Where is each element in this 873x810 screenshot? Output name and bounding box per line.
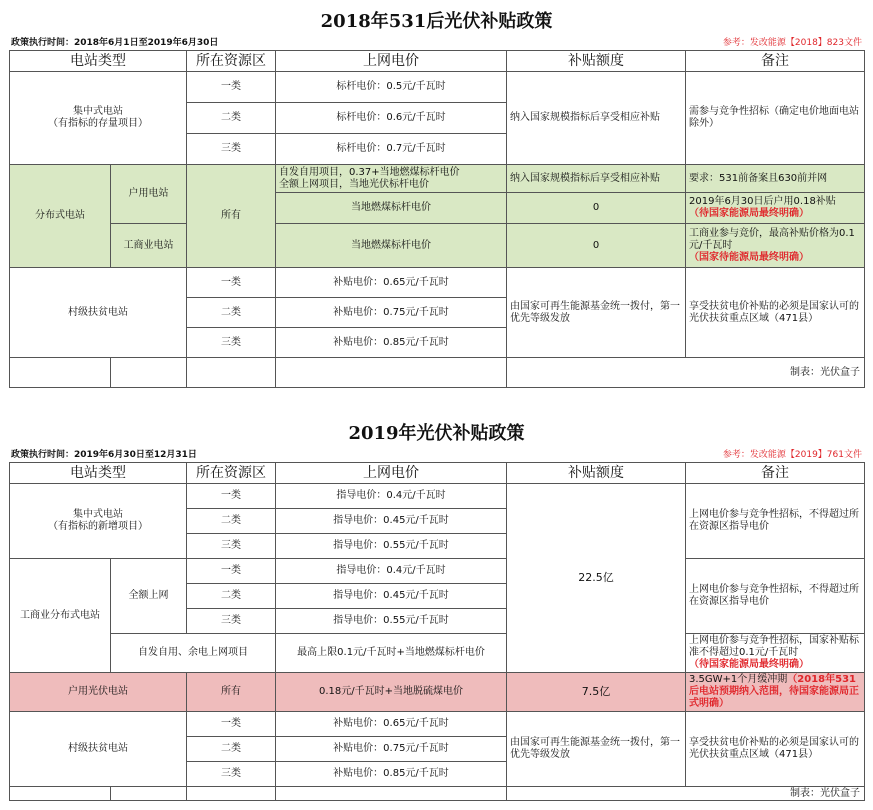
zone-cell: 二类 xyxy=(187,103,276,134)
policy-2018-sheet xyxy=(9,8,864,388)
price-cell: 指导电价：0.45元/千瓦时 xyxy=(276,509,507,534)
policy-2018-table xyxy=(9,50,865,388)
zone-cell: 三类 xyxy=(187,534,276,559)
price-cell: 标杆电价：0.5元/千瓦时 xyxy=(276,72,507,103)
distributed-station-cell: 分布式电站 xyxy=(10,165,111,268)
price-cell: 补贴电价：0.65元/千瓦时 xyxy=(276,268,507,298)
village-subsidy-cell: 由国家可再生能源基金统一拨付，第一优先等级发放 xyxy=(507,268,686,358)
note-cell xyxy=(686,224,865,268)
zone-cell: 一类 xyxy=(187,484,276,509)
self-use-cell: 自发自用、余电上网项目 xyxy=(111,634,276,673)
zone-cell: 一类 xyxy=(187,559,276,584)
price-cell: 补贴电价：0.75元/千瓦时 xyxy=(276,298,507,328)
zone-cell: 一类 xyxy=(187,712,276,737)
note-warning: （待国家能源局最终明确） xyxy=(689,659,809,670)
zone-cell: 三类 xyxy=(187,134,276,165)
zone-cell: 二类 xyxy=(187,737,276,762)
price-cell: 指导电价：0.4元/千瓦时 xyxy=(276,559,507,584)
policy-2019-meta xyxy=(9,448,864,462)
header-subsidy: 补贴额度 xyxy=(507,463,686,484)
table-credit: 制表：光伏盒子 xyxy=(507,358,865,388)
table-header-row xyxy=(10,463,865,484)
zone-cell: 所有 xyxy=(187,165,276,268)
commercial-dist-station-cell: 工商业分布式电站 xyxy=(10,559,111,673)
zone-cell: 所有 xyxy=(187,673,276,712)
central-subsidy-cell: 纳入国家规模指标后享受相应补贴 xyxy=(507,72,686,165)
blank-cell xyxy=(276,358,507,388)
zone-cell: 一类 xyxy=(187,72,276,103)
commercial-station-cell: 工商业电站 xyxy=(111,224,187,268)
blank-cell xyxy=(111,358,187,388)
village-station-cell: 村级扶贫电站 xyxy=(10,268,187,358)
table-row xyxy=(10,673,865,712)
note-warning: （国家待能源局最终明确） xyxy=(689,251,809,263)
price-cell: 最高上限0.1元/千瓦时+当地燃煤标杆电价 xyxy=(276,634,507,673)
subsidy-cell: 0 xyxy=(507,224,686,268)
village-station-cell: 村级扶贫电站 xyxy=(10,712,187,787)
household-station-cell: 户用光伏电站 xyxy=(10,673,187,712)
central-note-cell: 上网电价参与竞争性招标，不得超过所在资源区指导电价 xyxy=(686,484,865,559)
note-text: 2019年6月30日后户用0.18补贴 xyxy=(689,196,836,207)
price-cell: 补贴电价：0.75元/千瓦时 xyxy=(276,737,507,762)
table-footer-row xyxy=(10,787,865,801)
header-grid-price: 上网电价 xyxy=(276,51,507,72)
blank-cell xyxy=(111,787,187,801)
price-cell: 0.18元/千瓦时+当地脱硫煤电价 xyxy=(276,673,507,712)
full-grid-cell: 全额上网 xyxy=(111,559,187,634)
note-cell xyxy=(686,193,865,224)
blank-cell xyxy=(187,787,276,801)
note-warning: （2018年531后电站预期纳入范围，待国家能源局正式明确） xyxy=(689,674,859,709)
header-resource-zone: 所在资源区 xyxy=(187,463,276,484)
note-cell xyxy=(686,634,865,673)
zone-cell: 二类 xyxy=(187,509,276,534)
table-credit: 制表：光伏盒子 xyxy=(507,787,865,801)
village-subsidy-cell: 由国家可再生能源基金统一拨付，第一优先等级发放 xyxy=(507,712,686,787)
subsidy-cell: 0 xyxy=(507,193,686,224)
policy-2019-sheet xyxy=(9,420,864,801)
header-remarks: 备注 xyxy=(686,463,865,484)
price-cell: 补贴电价：0.85元/千瓦时 xyxy=(276,328,507,358)
note-cell: 要求：531前备案且630前并网 xyxy=(686,165,865,193)
price-cell: 补贴电价：0.85元/千瓦时 xyxy=(276,762,507,787)
note-text: 工商业参与竞价，最高补贴价格为0.1元/千瓦时 xyxy=(689,227,855,251)
subsidy-cell: 纳入国家规模指标后享受相应补贴 xyxy=(507,165,686,193)
blank-cell xyxy=(187,358,276,388)
price-cell: 指导电价：0.45元/千瓦时 xyxy=(276,584,507,609)
shared-subsidy-cell: 22.5亿 xyxy=(507,484,686,673)
zone-cell: 三类 xyxy=(187,609,276,634)
central-station-cell xyxy=(10,72,187,165)
header-station-type: 电站类型 xyxy=(10,51,187,72)
table-row xyxy=(10,268,865,298)
price-cell: 自发自用项目，0.37+当地燃煤标杆电价 全额上网项目，当地光伏标杆电价 xyxy=(276,165,507,193)
table-row xyxy=(10,559,865,584)
table-row xyxy=(10,165,865,193)
household-station-cell: 户用电站 xyxy=(111,165,187,224)
price-cell: 补贴电价：0.65元/千瓦时 xyxy=(276,712,507,737)
policy-2019-reference: 参考：发改能源【2019】761文件 xyxy=(722,450,862,460)
village-note-cell: 享受扶贫电价补贴的必须是国家认可的光伏扶贫重点区域（471县） xyxy=(686,712,865,787)
table-row xyxy=(10,634,865,673)
table-row xyxy=(10,484,865,509)
price-cell: 标杆电价：0.6元/千瓦时 xyxy=(276,103,507,134)
village-note-cell: 享受扶贫电价补贴的必须是国家认可的光伏扶贫重点区域（471县） xyxy=(686,268,865,358)
price-cell: 标杆电价：0.7元/千瓦时 xyxy=(276,134,507,165)
header-subsidy: 补贴额度 xyxy=(507,51,686,72)
central-note-cell: 需参与竞争性招标（确定电价地面电站除外） xyxy=(686,72,865,165)
central-station-name: 集中式电站 xyxy=(73,509,123,520)
policy-2018-meta xyxy=(9,36,864,50)
header-remarks: 备注 xyxy=(686,51,865,72)
header-resource-zone: 所在资源区 xyxy=(187,51,276,72)
table-row xyxy=(10,72,865,103)
zone-cell: 二类 xyxy=(187,298,276,328)
policy-2019-period: 政策执行时间：2019年6月30日至12月31日 xyxy=(11,450,197,460)
zone-cell: 二类 xyxy=(187,584,276,609)
zone-cell: 三类 xyxy=(187,762,276,787)
note-text: 上网电价参与竞争性招标，国家补贴标准不得超过0.1元/千瓦时 xyxy=(689,635,859,658)
note-text: 3.5GW+1个月缓冲期 xyxy=(689,674,788,685)
subsidy-cell: 7.5亿 xyxy=(507,673,686,712)
central-station-name: 集中式电站 xyxy=(73,106,123,117)
header-grid-price: 上网电价 xyxy=(276,463,507,484)
note-warning: （待国家能源局最终明确） xyxy=(689,208,809,219)
price-cell: 当地燃煤标杆电价 xyxy=(276,193,507,224)
policy-2019-table xyxy=(9,462,865,801)
header-station-type: 电站类型 xyxy=(10,463,187,484)
policy-2018-title: 2018年531后光伏补贴政策 xyxy=(320,11,553,32)
note-cell xyxy=(686,673,865,712)
price-cell: 指导电价：0.4元/千瓦时 xyxy=(276,484,507,509)
policy-2019-title: 2019年光伏补贴政策 xyxy=(348,423,525,444)
price-cell: 指导电价：0.55元/千瓦时 xyxy=(276,609,507,634)
full-grid-note-cell: 上网电价参与竞争性招标，不得超过所在资源区指导电价 xyxy=(686,559,865,634)
table-header-row xyxy=(10,51,865,72)
central-station-sub: （有指标的存量项目） xyxy=(48,118,148,129)
blank-cell xyxy=(276,787,507,801)
blank-cell xyxy=(10,358,111,388)
price-cell: 当地燃煤标杆电价 xyxy=(276,224,507,268)
zone-cell: 一类 xyxy=(187,268,276,298)
zone-cell: 三类 xyxy=(187,328,276,358)
policy-2018-reference: 参考：发改能源【2018】823文件 xyxy=(722,38,862,48)
table-row xyxy=(10,224,865,268)
policy-2018-period: 政策执行时间：2018年6月1日至2019年6月30日 xyxy=(11,38,219,48)
price-cell: 指导电价：0.55元/千瓦时 xyxy=(276,534,507,559)
table-row xyxy=(10,712,865,737)
blank-cell xyxy=(10,787,111,801)
central-station-cell xyxy=(10,484,187,559)
central-station-sub: （有指标的新增项目） xyxy=(48,521,148,532)
table-footer-row xyxy=(10,358,865,388)
